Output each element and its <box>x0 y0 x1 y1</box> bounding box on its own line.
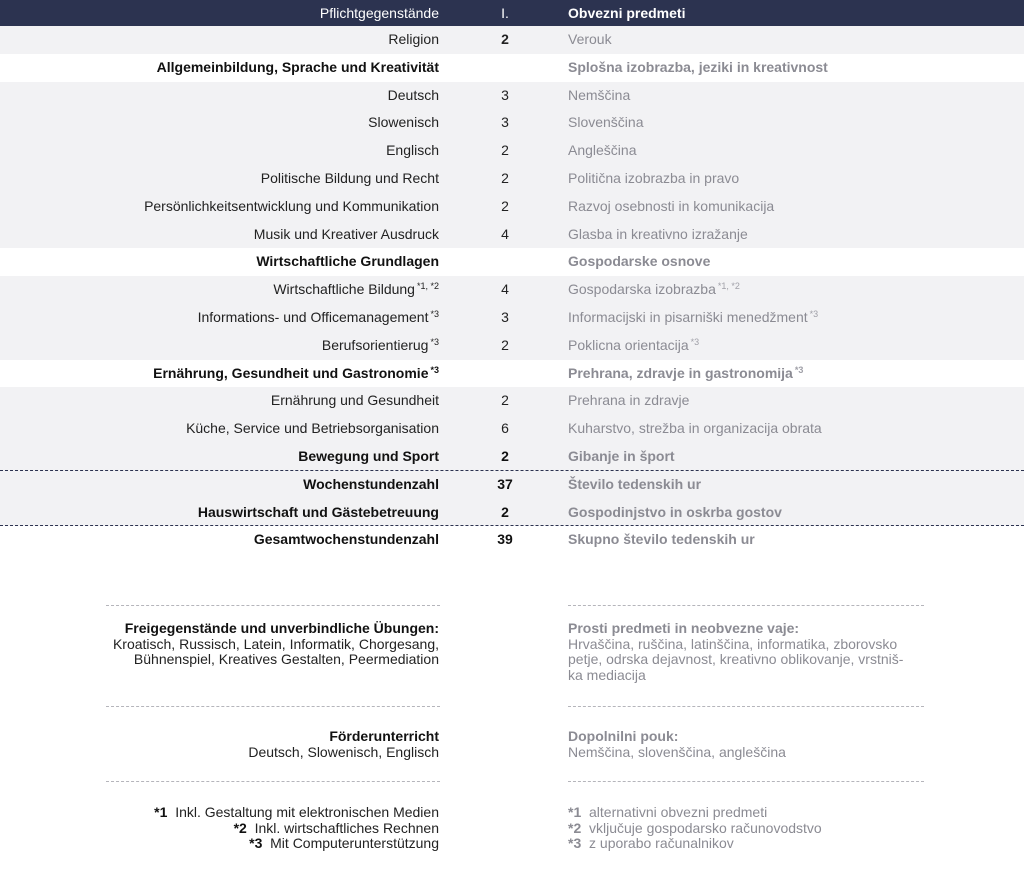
remedial-sl <box>568 729 786 760</box>
hours-value: 3 <box>501 114 509 131</box>
table-row <box>0 471 1024 499</box>
free-subjects-de-title: Freigegenstände und unverbindliche Übungen: <box>124 620 439 636</box>
table-row <box>0 387 1024 415</box>
footnote-ref: *3 <box>794 364 804 375</box>
subject-sl: Glasba in kreativno izražanje <box>568 225 748 242</box>
section-divider <box>568 605 924 606</box>
footnote-sl: *1 alternativni obvezni predmeti <box>568 804 768 820</box>
hours-value: 2 <box>501 336 509 353</box>
subject-de: Küche, Service und Betriebsorganisation <box>186 420 439 437</box>
subject-de: Allgemeinbildung, Sprache und Kreativität <box>156 58 439 75</box>
section-divider <box>106 781 440 782</box>
subject-de: Englisch <box>386 142 439 159</box>
subject-sl: Gospodarska izobrazba $^{*1, *2}$ <box>568 281 740 298</box>
footnote-ref: *3 <box>690 336 700 347</box>
table-row <box>0 526 1024 554</box>
subject-de: Bewegung und Sport <box>298 447 439 464</box>
hours-value: 3 <box>501 308 509 325</box>
subject-de: Hauswirtschaft und Gästebetreuung <box>197 503 439 520</box>
table-row <box>0 248 1024 276</box>
table-row <box>0 137 1024 165</box>
subject-sl: Prehrana in zdravje <box>568 392 690 409</box>
subject-de: Politische Bildung und Recht <box>260 169 439 186</box>
subject-de: Slowenisch <box>368 114 439 131</box>
footnote-de: *3 Mit Computerunterstützung <box>249 835 439 851</box>
footnotes-sl <box>568 805 822 852</box>
subject-sl: Skupno število tedenskih ur <box>568 531 755 548</box>
free-subjects-de <box>113 621 439 668</box>
table-row <box>0 221 1024 249</box>
hours-value: 6 <box>501 420 509 437</box>
subject-de: Informations- und Officemanagement $^{*3}$ <box>197 308 439 325</box>
subject-de: Gesamtwochenstundenzahl <box>253 531 439 548</box>
footnote-ref: *1, *2 <box>717 281 740 292</box>
footnote-ref: *3 <box>430 336 439 347</box>
table-row <box>0 499 1024 527</box>
hours-value: 4 <box>501 281 509 298</box>
subject-sl: Število tedenskih ur <box>568 475 702 492</box>
footnote-de: *2 Inkl. wirtschaftliches Rechnen <box>233 819 439 836</box>
subject-de: Wochenstundenzahl <box>303 475 439 492</box>
hours-value: 2 <box>501 392 509 409</box>
subject-de: Deutsch <box>387 86 439 103</box>
subject-de: Religion <box>388 31 439 47</box>
free-subjects-sl-line: ka mediacija <box>568 666 646 683</box>
section-divider <box>106 706 440 707</box>
free-subjects-sl-line: Hrvaščina, ruščina, latinščina, informatika, zborovsko <box>568 635 898 652</box>
subject-sl: Verouk <box>568 31 612 47</box>
table-row <box>0 82 1024 110</box>
subject-sl: Slovenščina <box>568 114 644 131</box>
free-subjects-de-line: Kroatisch, Russisch, Latein, Informatik, Chorgesang, <box>112 635 439 652</box>
subject-de: Ernährung und Gesundheit <box>270 392 439 409</box>
section-divider <box>106 605 440 606</box>
table-row <box>0 443 1024 471</box>
section-divider <box>568 781 924 782</box>
footnote-de: *1 Inkl. Gestaltung mit elektronischen Medien <box>154 804 439 820</box>
remedial-sl-line: Nemščina, slovenščina, angleščina <box>568 743 786 760</box>
hours-value: 4 <box>501 225 509 242</box>
footnote-ref: *3 <box>430 364 439 375</box>
subject-sl: Kuharstvo, strežba in organizacija obrata <box>568 420 822 437</box>
table-row <box>0 276 1024 304</box>
hours-value: 3 <box>501 86 509 103</box>
table-row <box>0 415 1024 443</box>
table-header <box>0 0 1024 26</box>
subject-de: Wirtschaftliche Bildung $^{*1, *2}$ <box>273 281 439 298</box>
free-subjects-sl-line: petje, odrska dejavnost, kreativno oblikovanje, vrstniš- <box>568 651 904 667</box>
subject-sl: Prehrana, zdravje in gastronomija $^{*3}$ <box>568 364 804 381</box>
remedial-de-line: Deutsch, Slowenisch, Englisch <box>248 743 439 760</box>
subject-de: Wirtschaftliche Grundlagen <box>256 253 439 270</box>
footnote-ref: *3 <box>809 308 819 319</box>
footnote-ref: *3 <box>430 308 439 319</box>
hours-value: 39 <box>497 531 513 548</box>
hours-value: 37 <box>497 475 513 492</box>
table-divider <box>0 470 1024 471</box>
subject-sl: Gospodinjstvo in oskrba gostov <box>568 503 782 520</box>
free-subjects-de-line: Bühnenspiel, Kreatives Gestalten, Peermediation <box>133 651 439 667</box>
hours-value: 2 <box>501 197 509 214</box>
subject-de: Ernährung, Gesundheit und Gastronomie $^{*3}$ <box>153 364 439 381</box>
section-divider <box>568 706 924 707</box>
subject-sl: Razvoj osebnosti in komunikacija <box>568 197 775 214</box>
hours-value: 2 <box>501 503 509 520</box>
hours-value: 2 <box>501 169 509 186</box>
subject-sl: Politična izobrazba in pravo <box>568 169 740 186</box>
table-row <box>0 332 1024 360</box>
remedial-de <box>248 729 439 760</box>
subject-sl: Informacijski in pisarniški menedžment $^{*3}$ <box>568 308 819 325</box>
header-sl: Obvezni predmeti <box>568 5 686 21</box>
table-row <box>0 109 1024 137</box>
subject-de: Persönlichkeitsentwicklung und Kommunikation <box>144 197 439 214</box>
header-year: I. <box>501 5 509 21</box>
table-body <box>0 26 1024 554</box>
free-subjects-sl <box>568 621 903 683</box>
footnote-sl: *2 vključuje gospodarsko računovodstvo <box>568 819 822 836</box>
table-divider <box>0 525 1024 526</box>
table-row <box>0 26 1024 54</box>
remedial-de-title: Förderunterricht <box>329 728 439 744</box>
table-row <box>0 304 1024 332</box>
subject-sl: Poklicna orientacija $^{*3}$ <box>568 336 700 353</box>
subject-de: Berufsorientierug $^{*3}$ <box>321 336 439 353</box>
table-row <box>0 165 1024 193</box>
subject-sl: Nemščina <box>568 86 631 103</box>
hours-value: 2 <box>501 447 509 464</box>
subject-sl: Angleščina <box>568 142 637 159</box>
free-subjects-sl-title: Prosti predmeti in neobvezne vaje: <box>568 620 800 636</box>
table-row <box>0 193 1024 221</box>
table-row <box>0 360 1024 388</box>
subject-sl: Gibanje in šport <box>568 447 675 464</box>
table-row <box>0 54 1024 82</box>
hours-value: 2 <box>501 142 509 159</box>
header-de: Pflichtgegenstände <box>319 5 439 21</box>
footnote-sl: *3 z uporabo računalnikov <box>568 835 734 851</box>
subject-sl: Gospodarske osnove <box>568 253 711 270</box>
remedial-sl-title: Dopolnilni pouk: <box>568 728 679 744</box>
subject-sl: Splošna izobrazba, jeziki in kreativnost <box>568 58 828 75</box>
footnotes-de <box>154 805 439 852</box>
hours-value: 2 <box>501 31 509 47</box>
subject-de: Musik und Kreativer Ausdruck <box>253 225 439 242</box>
footnote-ref: *1, *2 <box>416 281 439 292</box>
